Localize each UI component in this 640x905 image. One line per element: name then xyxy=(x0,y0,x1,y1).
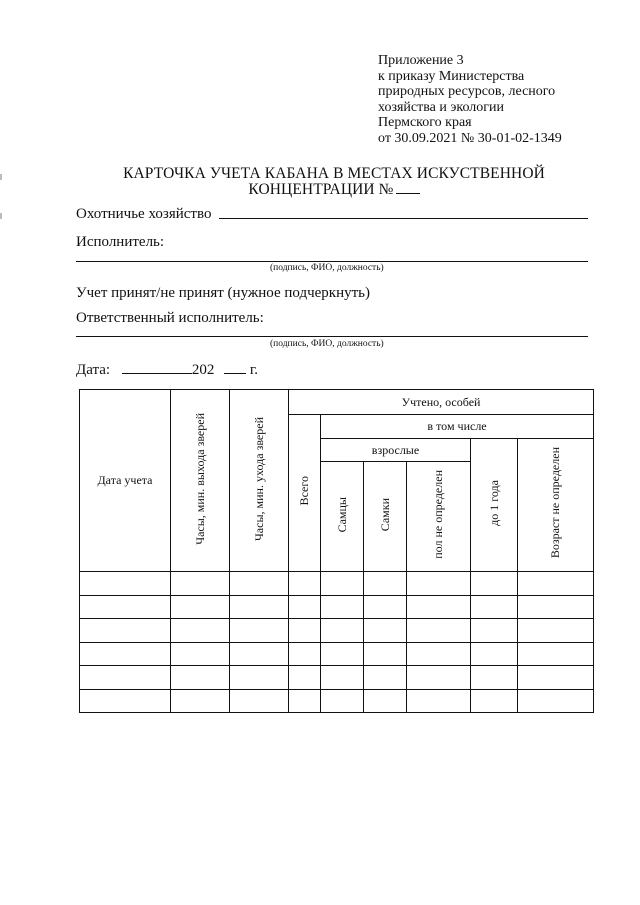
table-cell[interactable] xyxy=(407,666,471,690)
header-under-1-text: до 1 года xyxy=(486,480,501,526)
header-females xyxy=(364,462,407,572)
header-under-1 xyxy=(471,439,518,572)
table-cell[interactable] xyxy=(289,689,321,713)
table-row xyxy=(80,595,594,619)
title-line-1: КАРТОЧКА УЧЕТА КАБАНА В МЕСТАХ ИСКУСТВЕННОЙ xyxy=(123,165,545,182)
appendix-line: природных ресурсов, лесного xyxy=(378,84,556,100)
header-sex-unknown xyxy=(407,462,471,572)
table-cell[interactable] xyxy=(518,619,594,643)
header-total xyxy=(289,415,321,572)
table-cell[interactable] xyxy=(364,595,407,619)
appendix-line: хозяйства и экологии xyxy=(378,99,505,115)
title-line-2 xyxy=(60,182,608,198)
table-row xyxy=(80,619,594,643)
header-adults: взрослые xyxy=(321,439,471,462)
date-day-month-field[interactable] xyxy=(122,361,192,374)
header-total-text: Всего xyxy=(297,476,311,506)
table-cell[interactable] xyxy=(80,619,171,643)
table-cell[interactable] xyxy=(230,666,289,690)
date-year-field[interactable] xyxy=(224,361,246,374)
table-row xyxy=(80,642,594,666)
table-cell[interactable] xyxy=(407,619,471,643)
table-cell[interactable] xyxy=(80,572,171,596)
table-cell[interactable] xyxy=(518,666,594,690)
table-cell[interactable] xyxy=(471,666,518,690)
header-leave-time xyxy=(230,390,289,572)
header-age-unknown-text: Возраст не определен xyxy=(548,447,563,559)
table-cell[interactable] xyxy=(364,689,407,713)
table-row xyxy=(80,572,594,596)
title-number-label: КОНЦЕНТРАЦИИ № xyxy=(248,181,394,198)
table-cell[interactable] xyxy=(80,642,171,666)
table-cell[interactable] xyxy=(518,642,594,666)
table-row xyxy=(80,689,594,713)
table-cell[interactable] xyxy=(321,619,364,643)
table-body xyxy=(80,572,594,713)
table-cell[interactable] xyxy=(364,619,407,643)
table-cell[interactable] xyxy=(230,619,289,643)
table-cell[interactable] xyxy=(518,595,594,619)
table-cell[interactable] xyxy=(171,595,230,619)
table-cell[interactable] xyxy=(230,595,289,619)
table-cell[interactable] xyxy=(289,595,321,619)
table-cell[interactable] xyxy=(407,595,471,619)
table-cell[interactable] xyxy=(364,572,407,596)
table-cell[interactable] xyxy=(321,689,364,713)
table-cell[interactable] xyxy=(321,642,364,666)
signature-hint: (подпись, ФИО, должность) xyxy=(270,263,384,273)
appendix-line: к приказу Министерства xyxy=(378,68,525,84)
table-cell[interactable] xyxy=(230,572,289,596)
header-sex-unknown-text: пол не определен xyxy=(431,470,445,559)
signature-hint: (подпись, ФИО, должность) xyxy=(270,339,384,349)
table-cell[interactable] xyxy=(321,666,364,690)
scan-mark xyxy=(0,174,2,180)
table-cell[interactable] xyxy=(407,572,471,596)
document-title xyxy=(60,166,608,198)
responsible-label: Ответственный исполнитель: xyxy=(76,310,264,326)
table-cell[interactable] xyxy=(471,642,518,666)
date-year-suffix: г. xyxy=(249,362,259,378)
table-cell[interactable] xyxy=(518,689,594,713)
table-cell[interactable] xyxy=(80,595,171,619)
table-cell[interactable] xyxy=(407,642,471,666)
accounting-table xyxy=(79,389,594,713)
table-cell[interactable] xyxy=(471,595,518,619)
table-cell[interactable] xyxy=(289,666,321,690)
header-date: Дата учета xyxy=(80,390,171,572)
table-cell[interactable] xyxy=(471,619,518,643)
header-age-unknown xyxy=(518,439,594,572)
executor-label: Исполнитель: xyxy=(76,234,165,250)
table-cell[interactable] xyxy=(171,642,230,666)
table-cell[interactable] xyxy=(171,689,230,713)
hunting-farm-label: Охотничье хозяйство xyxy=(76,206,212,222)
table-cell[interactable] xyxy=(364,666,407,690)
header-females-text: Самки xyxy=(377,497,392,532)
date-row xyxy=(76,361,258,379)
header-including: в том числе xyxy=(321,415,594,439)
header-counted: Учтено, особей xyxy=(289,390,594,415)
accounting-status-label: Учет принят/не принят (нужное подчеркнуть) xyxy=(76,285,370,301)
appendix-line: Приложение 3 xyxy=(378,53,464,68)
appendix-block xyxy=(378,53,562,147)
table-cell[interactable] xyxy=(407,689,471,713)
date-year-prefix: 202 xyxy=(191,362,215,378)
table-cell[interactable] xyxy=(321,572,364,596)
table-cell[interactable] xyxy=(471,572,518,596)
table-cell[interactable] xyxy=(321,595,364,619)
number-blank[interactable] xyxy=(396,183,420,194)
table-cell[interactable] xyxy=(80,666,171,690)
header-exit-time xyxy=(171,390,230,572)
table-cell[interactable] xyxy=(289,619,321,643)
header-exit-time-text: Часы, мин. выхода зверей xyxy=(192,412,207,545)
table-cell[interactable] xyxy=(289,572,321,596)
appendix-line: Пермского края xyxy=(378,115,472,131)
appendix-line: от 30.09.2021 № 30-01-02-1349 xyxy=(378,130,562,146)
table-cell[interactable] xyxy=(289,642,321,666)
scan-mark xyxy=(0,213,2,219)
table-cell[interactable] xyxy=(80,689,171,713)
table-row xyxy=(80,666,594,690)
table-cell[interactable] xyxy=(364,642,407,666)
header-males-text: Самцы xyxy=(334,496,349,533)
responsible-field[interactable] xyxy=(76,336,588,337)
table-cell[interactable] xyxy=(171,619,230,643)
table-cell[interactable] xyxy=(518,572,594,596)
table-cell[interactable] xyxy=(230,689,289,713)
table-cell[interactable] xyxy=(171,572,230,596)
table-cell[interactable] xyxy=(171,666,230,690)
date-label: Дата: xyxy=(76,362,111,378)
hunting-farm-field[interactable] xyxy=(219,218,588,219)
header-males xyxy=(321,462,364,572)
executor-field[interactable] xyxy=(76,261,588,262)
table-cell[interactable] xyxy=(471,689,518,713)
header-leave-time-text: Часы, мин. ухода зверей xyxy=(251,416,266,541)
table-cell[interactable] xyxy=(230,642,289,666)
